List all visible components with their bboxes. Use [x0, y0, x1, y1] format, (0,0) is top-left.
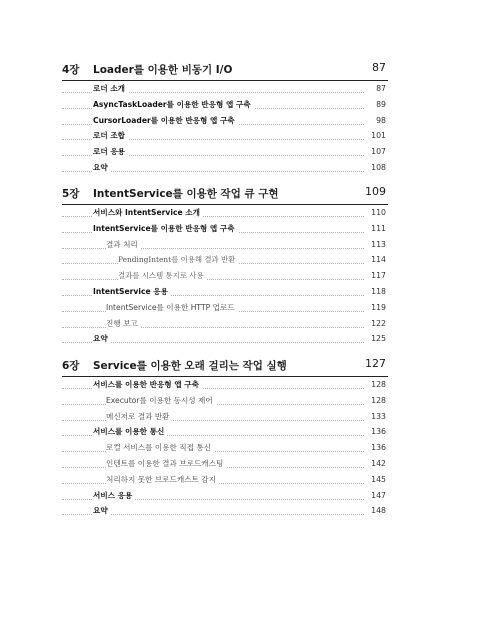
toc-entry[interactable]: [62, 377, 388, 393]
toc-entry[interactable]: [62, 81, 388, 97]
chapter-page-number: 109: [365, 185, 386, 198]
entry-label: CursorLoader를 이용한 반응형 앱 구축: [93, 113, 238, 129]
toc-entry[interactable]: [62, 440, 388, 456]
chapter-title: IntentService를 이용한 작업 큐 구현: [93, 188, 279, 200]
entry-label: 서비스 응용: [93, 488, 135, 504]
entry-label: 로더 응용: [93, 144, 128, 160]
entry-label: 서비스와 IntentService 소개: [93, 205, 203, 221]
entry-label: 로컬 서비스를 이용한 직접 통신: [106, 440, 214, 456]
toc-entry[interactable]: [62, 456, 388, 472]
entry-page-number: 108: [368, 160, 386, 176]
toc-entry[interactable]: [62, 503, 388, 519]
chapter-section: [62, 60, 388, 176]
entry-page-number: 110: [368, 205, 386, 221]
entry-page-number: 107: [368, 144, 386, 160]
chapter-heading[interactable]: [62, 356, 388, 377]
toc-entry[interactable]: [62, 97, 388, 113]
entry-label: IntentService 응용: [93, 284, 171, 300]
chapter-page-number: 127: [365, 357, 386, 370]
chapter-number: 6장: [62, 360, 80, 372]
toc-entry[interactable]: [62, 284, 388, 300]
toc-entry[interactable]: [62, 160, 388, 176]
toc-entry[interactable]: [62, 331, 388, 347]
entry-label: 로더 소개: [93, 81, 128, 97]
chapter-number: 5장: [62, 188, 80, 200]
toc-entry[interactable]: [62, 488, 388, 504]
chapter-heading[interactable]: [62, 60, 388, 81]
entry-page-number: 113: [368, 237, 386, 253]
entry-label: 요약: [93, 160, 111, 176]
entry-label: 진행 보고: [106, 316, 141, 332]
toc-entry[interactable]: [62, 144, 388, 160]
entry-label: 서비스를 이용한 반응형 앱 구축: [93, 377, 202, 393]
entry-page-number: 128: [368, 377, 386, 393]
entry-label: 결과 처리: [106, 237, 141, 253]
entry-label: 로더 조합: [93, 128, 128, 144]
entry-label: 메신저로 결과 반환: [106, 409, 173, 425]
entry-page-number: 101: [368, 128, 386, 144]
entry-page-number: 117: [368, 268, 386, 284]
entry-page-number: 125: [368, 331, 386, 347]
entry-page-number: 148: [368, 503, 386, 519]
entry-page-number: 87: [373, 81, 386, 97]
toc-entry[interactable]: [62, 316, 388, 332]
entry-page-number: 136: [368, 424, 386, 440]
toc-entry[interactable]: [62, 205, 388, 221]
entry-label: 요약: [93, 331, 111, 347]
entry-page-number: 98: [373, 113, 386, 129]
toc-entry[interactable]: [62, 128, 388, 144]
chapter-title: Service를 이용한 오래 걸리는 작업 실행: [93, 360, 287, 372]
entry-page-number: 145: [368, 472, 386, 488]
entry-label: Executor를 이용한 동시성 제어: [106, 393, 216, 409]
toc-entry[interactable]: [62, 237, 388, 253]
entry-page-number: 118: [368, 284, 386, 300]
entry-label: IntentService를 이용한 HTTP 업로드: [106, 300, 238, 316]
toc-entry[interactable]: [62, 221, 388, 237]
chapter-section: [62, 184, 388, 347]
entry-page-number: 142: [368, 456, 386, 472]
entry-page-number: 147: [368, 488, 386, 504]
entry-list: [62, 81, 388, 176]
toc-entry[interactable]: [62, 393, 388, 409]
toc-entry[interactable]: [62, 113, 388, 129]
toc-entry[interactable]: [62, 268, 388, 284]
entry-label: IntentService를 이용한 반응형 앱 구축: [93, 221, 238, 237]
entry-page-number: 133: [368, 409, 386, 425]
entry-page-number: 111: [368, 221, 386, 237]
entry-label: 요약: [93, 503, 111, 519]
entry-page-number: 89: [373, 97, 386, 113]
entry-label: PendingIntent를 이용해 결과 반환: [118, 252, 238, 268]
chapter-number: 4장: [62, 64, 80, 76]
entry-page-number: 114: [368, 252, 386, 268]
entry-page-number: 122: [368, 316, 386, 332]
entry-page-number: 119: [368, 300, 386, 316]
chapter-page-number: 87: [372, 61, 386, 74]
toc-entry[interactable]: [62, 472, 388, 488]
chapter-section: [62, 356, 388, 519]
entry-label: AsyncTaskLoader를 이용한 반응형 앱 구축: [93, 97, 254, 113]
entry-list: [62, 377, 388, 519]
entry-page-number: 136: [368, 440, 386, 456]
toc-entry[interactable]: [62, 252, 388, 268]
toc-entry[interactable]: [62, 424, 388, 440]
toc-entry[interactable]: [62, 409, 388, 425]
entry-label: 서비스를 이용한 통신: [93, 424, 167, 440]
entry-page-number: 128: [368, 393, 386, 409]
entry-label: 결과를 시스템 통지로 사용: [118, 268, 207, 284]
entry-label: 처리하지 못한 브로드캐스트 감지: [106, 472, 219, 488]
dot-leader: [62, 279, 364, 280]
chapter-heading[interactable]: [62, 184, 388, 205]
entry-list: [62, 205, 388, 347]
toc-entry[interactable]: [62, 300, 388, 316]
chapter-title: Loader를 이용한 비동기 I/O: [93, 64, 233, 76]
entry-label: 인텐트를 이용한 결과 브로드캐스팅: [106, 456, 226, 472]
